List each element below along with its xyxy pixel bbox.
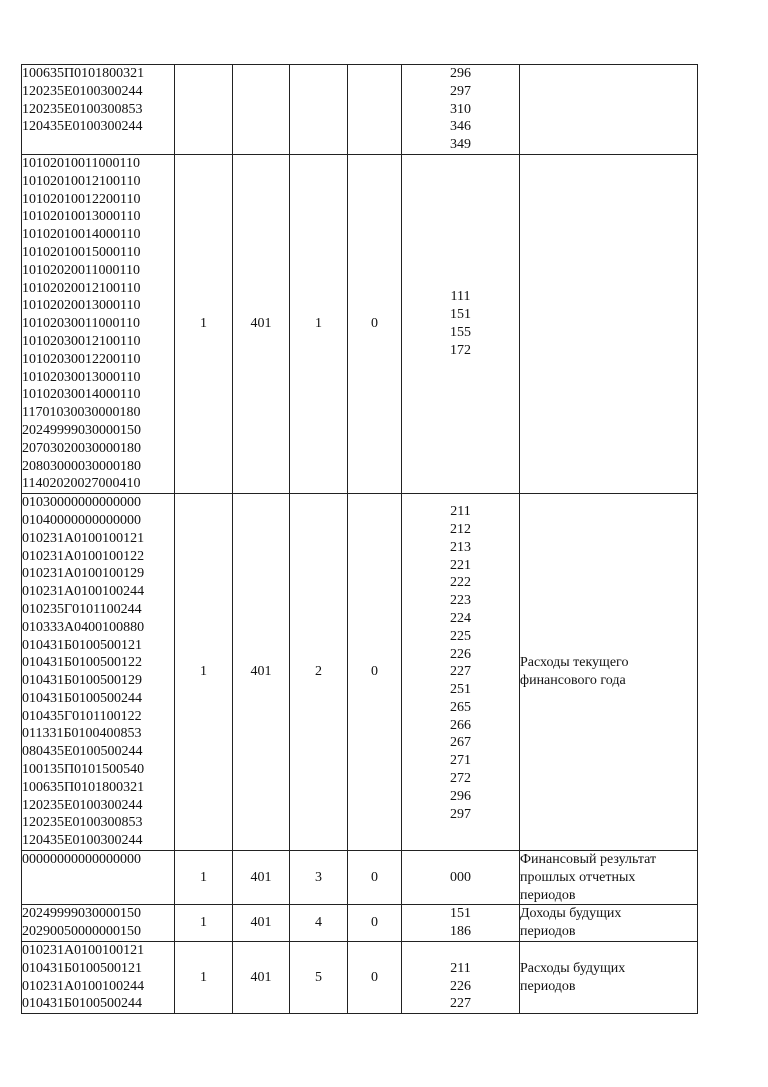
code-line: 11701030030000180 [22, 405, 141, 421]
description-line: прошлых отчетных [520, 869, 636, 885]
c3-cell [233, 65, 290, 155]
c3-cell: 401 [233, 905, 290, 942]
kosgu-code: 151 [450, 906, 471, 922]
code-line: 080435Е0100500244 [22, 744, 143, 760]
description-line: Расходы будущих [520, 960, 626, 976]
description-line: Доходы будущих [520, 906, 622, 922]
kosgu-code: 225 [450, 628, 471, 644]
table-row [22, 942, 698, 1014]
code-line: 100635П0101800321 [22, 779, 145, 795]
kosgu-code: 155 [450, 325, 471, 341]
kosgu-code: 272 [450, 771, 471, 787]
code-line: 10102010014000110 [22, 227, 141, 243]
c5-cell: 0 [348, 905, 402, 942]
table-row [22, 905, 698, 942]
kosgu-code: 297 [450, 806, 471, 822]
code-line: 010431Б0100500121 [22, 637, 143, 653]
kosgu-code: 266 [450, 717, 471, 733]
codes-cell [22, 851, 175, 905]
code-line: 010231А0100100122 [22, 548, 145, 564]
kosgu-code: 346 [450, 119, 471, 135]
description-line: периодов [520, 924, 576, 940]
kosgu-code: 111 [450, 289, 471, 305]
c4-cell: 4 [290, 905, 348, 942]
c4-cell: 2 [290, 494, 348, 851]
kosgu-code: 349 [450, 137, 471, 153]
c4-cell: 3 [290, 851, 348, 905]
kosgu-cell [402, 851, 520, 905]
kosgu-code: 213 [450, 539, 471, 555]
code-line: 10102030012200110 [22, 351, 141, 367]
code-line: 120435Е0100300244 [22, 119, 143, 135]
code-line: 10102010013000110 [22, 209, 141, 225]
code-line: 00000000000000000 [22, 852, 141, 868]
code-line: 010231А0100100121 [22, 943, 145, 959]
kosgu-cell [402, 494, 520, 851]
c2-cell: 1 [175, 154, 233, 493]
description-line: периодов [520, 887, 576, 903]
description-cell [520, 154, 698, 493]
kosgu-code: 223 [450, 593, 471, 609]
code-line: 011331Б0100400853 [22, 726, 142, 742]
accounts-table-body [22, 65, 698, 1014]
code-line: 20703020030000180 [22, 440, 141, 456]
kosgu-code: 296 [450, 788, 471, 804]
kosgu-cell [402, 154, 520, 493]
code-line: 10102020013000110 [22, 298, 141, 314]
code-line: 120235Е0100300853 [22, 101, 143, 117]
table-row [22, 494, 698, 851]
code-line: 010431Б0100500244 [22, 996, 143, 1012]
code-line: 010231А0100100244 [22, 978, 145, 994]
table-row [22, 65, 698, 155]
kosgu-code: 224 [450, 610, 471, 626]
code-line: 120235Е0100300244 [22, 797, 143, 813]
c2-cell [175, 65, 233, 155]
code-line: 100635П0101800321 [22, 66, 145, 81]
code-line: 01030000000000000 [22, 495, 141, 511]
description-cell [520, 65, 698, 155]
table-row [22, 851, 698, 905]
code-line: 20290050000000150 [22, 924, 141, 940]
c4-cell: 5 [290, 942, 348, 1014]
description-cell [520, 851, 698, 905]
description-line: периодов [520, 978, 576, 994]
code-line: 10102010012100110 [22, 173, 141, 189]
kosgu-code: 172 [450, 342, 471, 358]
codes-cell [22, 494, 175, 851]
kosgu-code: 265 [450, 699, 471, 715]
c5-cell: 0 [348, 942, 402, 1014]
code-line: 10102010012200110 [22, 191, 141, 207]
code-line: 10102030012100110 [22, 333, 141, 349]
code-line: 10102020011000110 [22, 262, 140, 278]
description-cell [520, 494, 698, 851]
code-line: 10102030013000110 [22, 369, 141, 385]
c4-cell: 1 [290, 154, 348, 493]
code-line: 20249999030000150 [22, 422, 141, 438]
description-line: Расходы текущего [520, 655, 629, 671]
c3-cell: 401 [233, 942, 290, 1014]
kosgu-code: 267 [450, 735, 471, 751]
code-line: 010431Б0100500244 [22, 690, 143, 706]
code-line: 010235Г0101100244 [22, 601, 142, 617]
code-line: 100135П0101500540 [22, 762, 145, 778]
accounts-table [21, 64, 698, 1014]
kosgu-code: 251 [450, 682, 471, 698]
kosgu-code: 000 [450, 869, 471, 885]
c4-cell [290, 65, 348, 155]
code-line: 120235Е0100300244 [22, 83, 143, 99]
code-line: 010431Б0100500129 [22, 673, 143, 689]
code-line: 010231А0100100129 [22, 566, 145, 582]
description-line: Финансовый результат [520, 852, 657, 868]
code-line: 010231А0100100121 [22, 530, 145, 546]
c5-cell [348, 65, 402, 155]
code-line: 010431Б0100500121 [22, 960, 143, 976]
code-line: 120435Е0100300244 [22, 833, 143, 849]
c2-cell: 1 [175, 851, 233, 905]
kosgu-code: 226 [450, 646, 471, 662]
code-line: 10102010011000110 [22, 155, 140, 171]
kosgu-cell [402, 942, 520, 1014]
kosgu-code: 297 [450, 83, 471, 99]
c3-cell: 401 [233, 494, 290, 851]
description-cell [520, 942, 698, 1014]
kosgu-code: 227 [450, 664, 471, 680]
code-line: 010435Г0101100122 [22, 708, 142, 724]
codes-cell [22, 65, 175, 155]
c5-cell: 0 [348, 154, 402, 493]
code-line: 01040000000000000 [22, 512, 141, 528]
c3-cell: 401 [233, 154, 290, 493]
kosgu-code: 221 [450, 557, 471, 573]
code-line: 20249999030000150 [22, 906, 141, 922]
code-line: 10102030011000110 [22, 316, 140, 332]
kosgu-code: 186 [450, 924, 471, 940]
c2-cell: 1 [175, 905, 233, 942]
codes-cell [22, 905, 175, 942]
code-line: 010333А0400100880 [22, 619, 145, 635]
kosgu-code: 296 [450, 66, 471, 81]
code-line: 010231А0100100244 [22, 584, 145, 600]
kosgu-code: 310 [450, 101, 471, 117]
table-row [22, 154, 698, 493]
kosgu-cell [402, 65, 520, 155]
code-line: 010431Б0100500122 [22, 655, 143, 671]
code-line: 120235Е0100300853 [22, 815, 143, 831]
kosgu-code: 226 [450, 978, 471, 994]
kosgu-code: 211 [450, 960, 471, 976]
description-line: финансового года [520, 673, 626, 689]
code-line: 10102020012100110 [22, 280, 141, 296]
code-line: 11402020027000410 [22, 476, 141, 492]
code-line: 10102030014000110 [22, 387, 141, 403]
c2-cell: 1 [175, 942, 233, 1014]
c5-cell: 0 [348, 851, 402, 905]
kosgu-code: 222 [450, 575, 471, 591]
kosgu-cell [402, 905, 520, 942]
description-cell [520, 905, 698, 942]
c2-cell: 1 [175, 494, 233, 851]
kosgu-code: 211 [450, 504, 471, 520]
code-line: 20803000030000180 [22, 458, 141, 474]
kosgu-code: 151 [450, 307, 471, 323]
code-line: 10102010015000110 [22, 244, 141, 260]
c3-cell: 401 [233, 851, 290, 905]
codes-cell [22, 942, 175, 1014]
kosgu-code: 227 [450, 996, 471, 1012]
kosgu-code: 212 [450, 521, 471, 537]
codes-cell [22, 154, 175, 493]
kosgu-code: 271 [450, 753, 471, 769]
c5-cell: 0 [348, 494, 402, 851]
